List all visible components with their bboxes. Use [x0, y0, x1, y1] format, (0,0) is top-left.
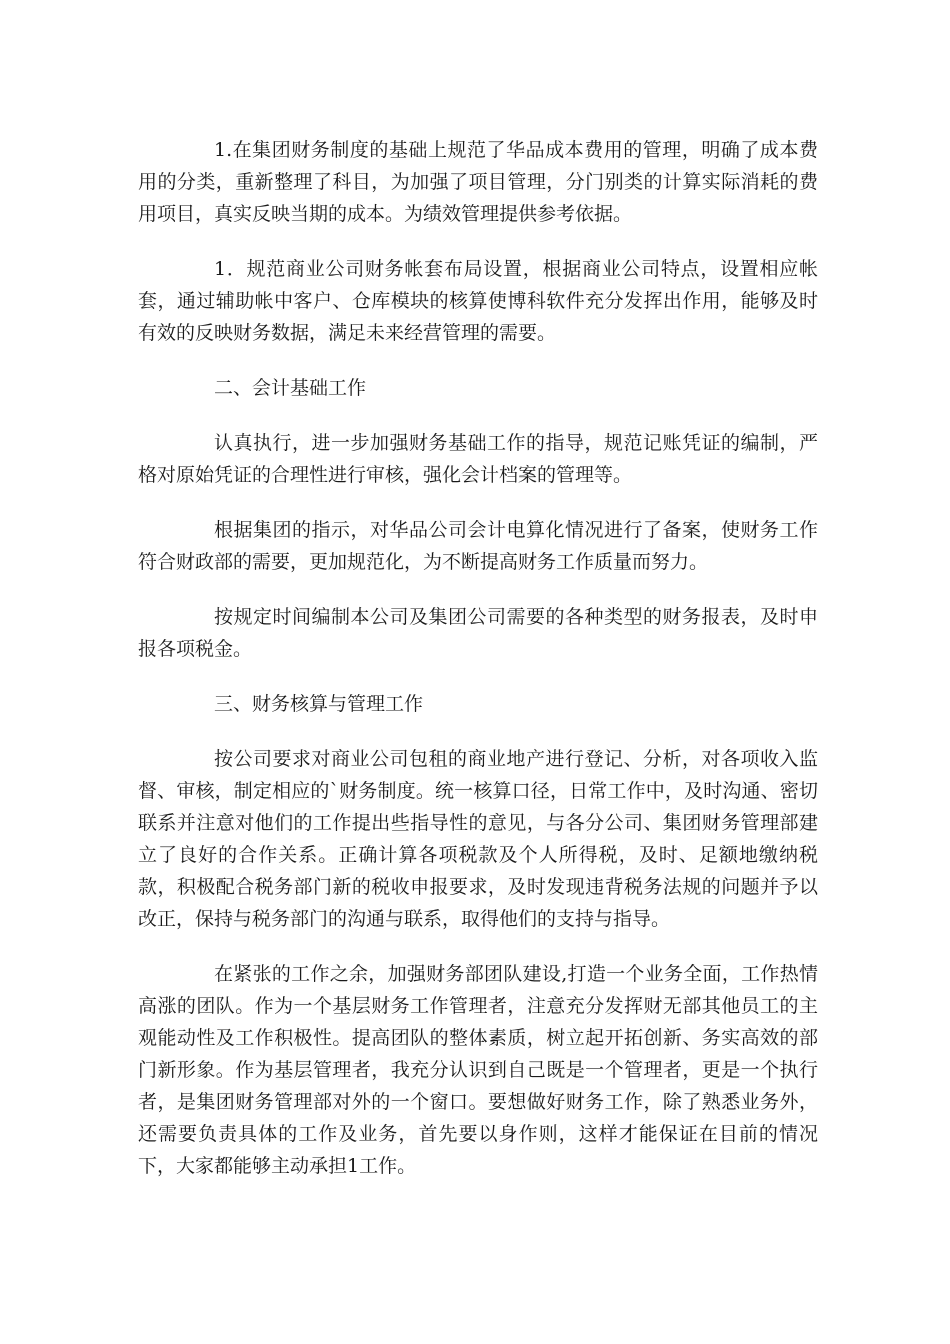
paragraph-team-building: 在紧张的工作之余，加强财务部团队建设,打造一个业务全面，工作热情高涨的团队。作为一个基层财务工作管理者，注意充分发挥财无部其他员工的主观能动性及工作积极性。提高团队的整体素质，树立起开拓创新、务实高效的部门新形象。作为基层管理者，我充分认识到自己既是一个管理者，更是一个执行者，是集团财务管理部对外的一个窗口。要想做好财务工作，除了熟悉业务外，还需要负责具体的工作及业务，首先要以身作则，这样才能保证在目前的情况下，大家都能够主动承担1工作。 [138, 963, 818, 1177]
document-body [138, 134, 818, 1205]
paragraph-account-setup: 1．规范商业公司财务帐套布局设置，根据商业公司特点，设置相应帐套，通过辅助帐中客户、仓库模块的核算使博科软件充分发挥出作用，能够及时有效的反映财务数据，满足未来经营管理的需要。 [138, 258, 818, 344]
paragraph-voucher-review: 认真执行，进一步加强财务基础工作的指导，规范记账凭证的编制，严格对原始凭证的合理性进行审核，强化会计档案的管理等。 [138, 432, 818, 486]
section-heading-accounting-management: 三、财务核算与管理工作 [214, 693, 424, 715]
section-heading-accounting-basics: 二、会计基础工作 [214, 377, 367, 399]
paragraph-computerization: 根据集团的指示，对华品公司会计电算化情况进行了备案，使财务工作符合财政部的需要，更加规范化，为不断提高财务工作质量而努力。 [138, 519, 818, 573]
paragraph-cost-management: 1.在集团财务制度的基础上规范了华品成本费用的管理，明确了成本费用的分类，重新整理了科目，为加强了项目管理，分门别类的计算实际消耗的费用项目，真实反映当期的成本。为绩效管理提供参考依据。 [138, 139, 818, 225]
paragraph-commercial-property: 按公司要求对商业公司包租的商业地产进行登记、分析，对各项收入监督、审核，制定相应的`财务制度。统一核算口径，日常工作中，及时沟通、密切联系并注意对他们的工作提出些指导性的意见，与各分公司、集团财务管理部建立了良好的合作关系。正确计算各项税款及个人所得税，及时、足额地缴纳税款，积极配合税务部门新的税收申报要求，及时发现违背税务法规的问题并予以改正，保持与税务部门的沟通与联系，取得他们的支持与指导。 [138, 748, 818, 930]
paragraph-financial-reports: 按规定时间编制本公司及集团公司需要的各种类型的财务报表，及时申报各项税金。 [138, 606, 818, 660]
